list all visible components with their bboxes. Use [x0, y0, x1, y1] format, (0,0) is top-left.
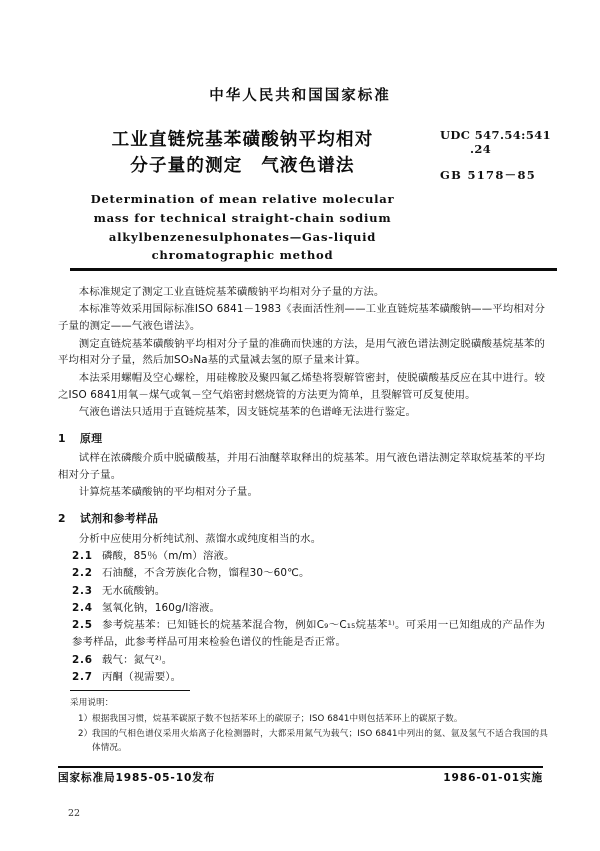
footnote-item — [70, 728, 548, 756]
clause-item — [58, 565, 545, 582]
english-title-line-3: alkylbenzenesulphonates—Gas-liquid — [108, 229, 377, 244]
section-number: 2 — [58, 512, 66, 526]
clause-item — [58, 617, 545, 651]
section1-paragraph: 试样在浓磷酸介质中脱磺酸基，并用石油醚萃取释出的烷基苯。用气液色谱法测定萃取烷基苯的平均相对分子量。 — [58, 452, 545, 482]
intro-paragraph: 本法采用螺帽及空心螺栓，用硅橡胶及聚四氟乙烯垫将裂解管密封，使脱磺酸基反应在其中进行。较之ISO 6841用氧－煤气或氧－空气焰密封燃烧管的方法更为简单，且裂解管可反复使用。 — [58, 371, 545, 401]
clause-text: 磷酸，85％（m/m）溶液。 — [102, 550, 235, 563]
section-title: 试剂和参考样品 — [80, 512, 159, 526]
document-body — [58, 284, 545, 686]
intro-paragraph: 测定直链烷基苯磺酸钠平均相对分子量的准确而快速的方法，是用气液色谱法测定脱磺酸基烷基苯的平均相对分子量，然后加SO₃Na基的式量减去氢的原子量来计算。 — [58, 337, 545, 367]
page-number: 22 — [68, 808, 81, 819]
clause-text: 载气：氮气²⁾。 — [102, 653, 173, 666]
clause-number: 2.7 — [72, 671, 93, 683]
footnote-block — [70, 697, 548, 757]
udc-code-line-2: .24 — [470, 142, 492, 156]
intro-paragraph: 本标准等效采用国际标准ISO 6841－1983《表面活性剂——工业直链烷基苯磺酸钠——平均相对分子量的测定——气液色谱法》。 — [58, 303, 545, 333]
english-title-line-1: Determination of mean relative molecular — [90, 192, 395, 206]
implementation-date-label: 1986-01-01实施 — [443, 772, 543, 784]
clause-item — [58, 600, 545, 617]
footnote-block-title: 采用说明： — [70, 698, 114, 708]
clause-text: 无水硫酸钠。 — [102, 584, 166, 597]
english-title — [70, 190, 415, 265]
footnote-text: 我国的气相色谱仪采用火焰离子化检测器时，大都采用氮气为载气；ISO 6841中列出的氦、氩及氢气不适合我国的具体情况。 — [92, 728, 548, 753]
document-footer — [58, 770, 543, 785]
chinese-title-line-1: 工业直链烷基苯磺酸钠平均相对 — [111, 130, 374, 150]
chinese-title — [70, 127, 415, 180]
footnote-divider-rule — [70, 690, 190, 691]
section-heading-2 — [58, 510, 545, 527]
section-number: 1 — [58, 431, 66, 445]
clause-item — [58, 669, 545, 686]
intro-paragraph: 本标准规定了测定工业直链烷基苯磺酸钠平均相对分子量的方法。 — [78, 286, 385, 298]
national-standard-label: 中华人民共和国国家标准 — [209, 88, 391, 104]
chinese-title-line-2: 分子量的测定 气液色谱法 — [130, 156, 355, 177]
english-title-line-4: chromatographic method — [151, 248, 334, 263]
footer-divider-rule — [58, 766, 543, 768]
section-title: 原理 — [80, 431, 103, 445]
clause-item — [58, 652, 545, 669]
footnote-text: 根据我国习惯，烷基苯碳原子数不包括苯环上的碳原子；ISO 6841中则包括苯环上的碳原子数。 — [92, 713, 463, 724]
clause-item — [58, 583, 545, 600]
clause-number: 2.2 — [72, 567, 93, 580]
clause-item — [58, 548, 545, 565]
footnote-marker: 2） — [78, 728, 93, 739]
document-header — [0, 88, 600, 105]
section1-paragraph: 计算烷基苯磺酸钠的平均相对分子量。 — [78, 486, 258, 499]
gb-standard-number: GB 5178－85 — [440, 168, 537, 182]
clause-text: 参考烷基苯：已知链长的烷基苯混合物，例如C₉～C₁₅烷基苯¹⁾。可采用一已知组成的产品作为参考样品，此参考样品可用来检验色谱仪的性能是否正常。 — [72, 619, 545, 649]
clause-number: 2.6 — [72, 653, 93, 666]
footnote-item — [70, 713, 548, 727]
intro-paragraph: 气液色谱法只适用于直链烷基苯，因支链烷基苯的色谱峰无法进行鉴定。 — [78, 405, 417, 418]
clause-number: 2.1 — [72, 550, 93, 563]
clause-text: 丙酮（视需要）。 — [102, 671, 182, 683]
section2-lead-paragraph: 分析中应使用分析纯试剂、蒸馏水或纯度相当的水。 — [78, 532, 322, 545]
clause-number: 2.3 — [72, 584, 93, 597]
issue-date-label: 国家标准局1985-05-10发布 — [58, 772, 216, 784]
clause-number: 2.5 — [72, 619, 93, 632]
clause-text: 石油醚，不含芳族化合物，馏程30～60℃。 — [102, 567, 310, 580]
standard-codes — [440, 128, 590, 183]
footnote-marker: 1） — [78, 713, 93, 724]
section-heading-1 — [58, 430, 545, 447]
clause-number: 2.4 — [72, 602, 93, 615]
clause-text: 氢氧化钠，160g/l溶液。 — [102, 602, 221, 615]
udc-code-line-1: UDC 547.54:541 — [440, 128, 552, 142]
header-divider-rule — [70, 268, 557, 271]
english-title-line-2: mass for technical straight-chain sodium — [93, 210, 392, 225]
